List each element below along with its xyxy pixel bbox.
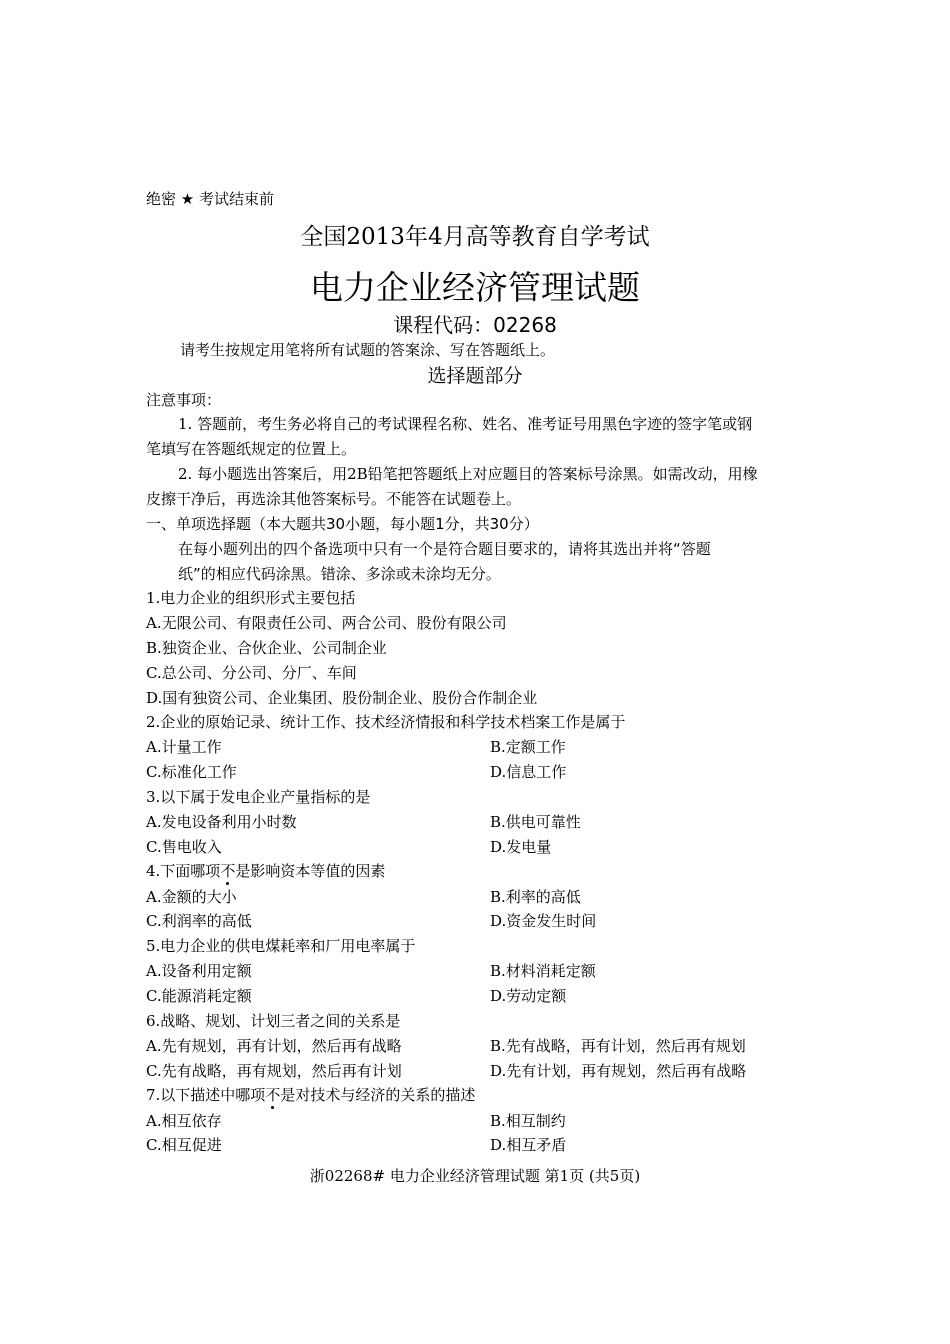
question-6-option-b: B.先有战略，再有计划，然后再有规划 [490, 1037, 746, 1055]
question-7-option-b: B.相互制约 [490, 1112, 566, 1130]
section-instruction-line-2: 纸”的相应代码涂黑。错涂、多涂或未涂均无分。 [178, 565, 501, 583]
note-1-line-2: 笔填写在答题纸规定的位置上。 [146, 440, 357, 458]
question-4-option-b: B.利率的高低 [490, 888, 581, 906]
section-heading: 一、单项选择题（本大题共30小题，每小题1分，共30分） [146, 515, 539, 533]
course-code: 课程代码：02268 [393, 313, 557, 337]
question-7-stem-prefix: 7.以下描述中哪项 [146, 1086, 266, 1104]
question-6-option-a: A.先有规划，再有计划，然后再有战略 [146, 1037, 402, 1055]
note-2-line-2: 皮擦干净后，再选涂其他答案标号。不能答在试题卷上。 [146, 490, 522, 508]
question-3-option-d: D.发电量 [490, 838, 552, 856]
question-2-option-d: D.信息工作 [490, 763, 567, 781]
question-7-option-c: C.相互促进 [146, 1136, 222, 1154]
question-1-option-d: D.国有独资公司、企业集团、股份制企业、股份合作制企业 [146, 689, 538, 707]
question-3-stem: 3.以下属于发电企业产量指标的是 [146, 788, 371, 806]
question-7-option-d: D.相互矛盾 [490, 1136, 567, 1154]
question-7-stem [146, 1085, 475, 1105]
question-3-option-a: A.发电设备利用小时数 [146, 813, 297, 831]
question-1-stem: 1.电力企业的组织形式主要包括 [146, 589, 356, 607]
question-3-option-b: B.供电可靠性 [490, 813, 581, 831]
question-7-stem-suffix: 是对技术与经济的关系的描述 [280, 1086, 476, 1104]
question-5-option-a: A.设备利用定额 [146, 962, 252, 980]
part-heading: 选择题部分 [427, 365, 523, 387]
question-1-option-a: A.无限公司、有限责任公司、两合公司、股份有限公司 [146, 614, 507, 632]
question-4-stem [146, 861, 385, 881]
question-2-option-b: B.定额工作 [490, 738, 566, 756]
question-2-option-c: C.标准化工作 [146, 763, 237, 781]
exam-subtitle: 全国2013年4月高等教育自学考试 [300, 224, 650, 250]
question-7-stem-emphasis: 不 [265, 1086, 281, 1104]
question-5-option-b: B.材料消耗定额 [490, 962, 596, 980]
question-2-stem: 2.企业的原始记录、统计工作、技术经济情报和科学技术档案工作是属于 [146, 713, 626, 731]
question-5-option-c: C.能源消耗定额 [146, 987, 252, 1005]
note-2-line-1: 2. 每小题选出答案后，用2B铅笔把答题纸上对应题目的答案标号涂黑。如需改动，用橡 [178, 465, 758, 483]
question-7-option-a: A.相互依存 [146, 1112, 222, 1130]
section-instruction-line-1: 在每小题列出的四个备选项中只有一个是符合题目要求的，请将其选出并将“答题 [178, 540, 711, 558]
question-4-stem-suffix: 是影响资本等值的因素 [235, 862, 386, 880]
question-2-option-a: A.计量工作 [146, 738, 222, 756]
question-6-stem: 6.战略、规划、计划三者之间的关系是 [146, 1012, 401, 1030]
notes-heading: 注意事项： [146, 391, 222, 409]
question-4-stem-emphasis: 不 [220, 862, 236, 880]
page-title: 电力企业经济管理试题 [310, 268, 640, 307]
question-6-option-d: D.先有计划，再有规划，然后再有战略 [490, 1062, 747, 1080]
note-1-line-1: 1. 答题前，考生务必将自己的考试课程名称、姓名、准考证号用黑色字迹的签字笔或钢 [178, 415, 753, 433]
question-4-stem-prefix: 4.下面哪项 [146, 862, 221, 880]
question-1-option-c: C.总公司、分公司、分厂、车间 [146, 664, 357, 682]
question-3-option-c: C.售电收入 [146, 838, 222, 856]
question-6-option-c: C.先有战略，再有规划，然后再有计划 [146, 1062, 402, 1080]
question-5-option-d: D.劳动定额 [490, 987, 567, 1005]
page-footer: 浙02268# 电力企业经济管理试题 第1页 (共5页) [309, 1167, 641, 1185]
question-4-option-a: A.金额的大小 [146, 888, 237, 906]
question-5-stem: 5.电力企业的供电煤耗率和厂用电率属于 [146, 937, 416, 955]
confidential-label: 绝密 ★ 考试结束前 [146, 190, 274, 208]
question-1-option-b: B.独资企业、合伙企业、公司制企业 [146, 639, 387, 657]
question-4-option-c: C.利润率的高低 [146, 912, 252, 930]
instruction-text: 请考生按规定用笔将所有试题的答案涂、写在答题纸上。 [180, 341, 556, 359]
question-4-option-d: D.资金发生时间 [490, 912, 597, 930]
